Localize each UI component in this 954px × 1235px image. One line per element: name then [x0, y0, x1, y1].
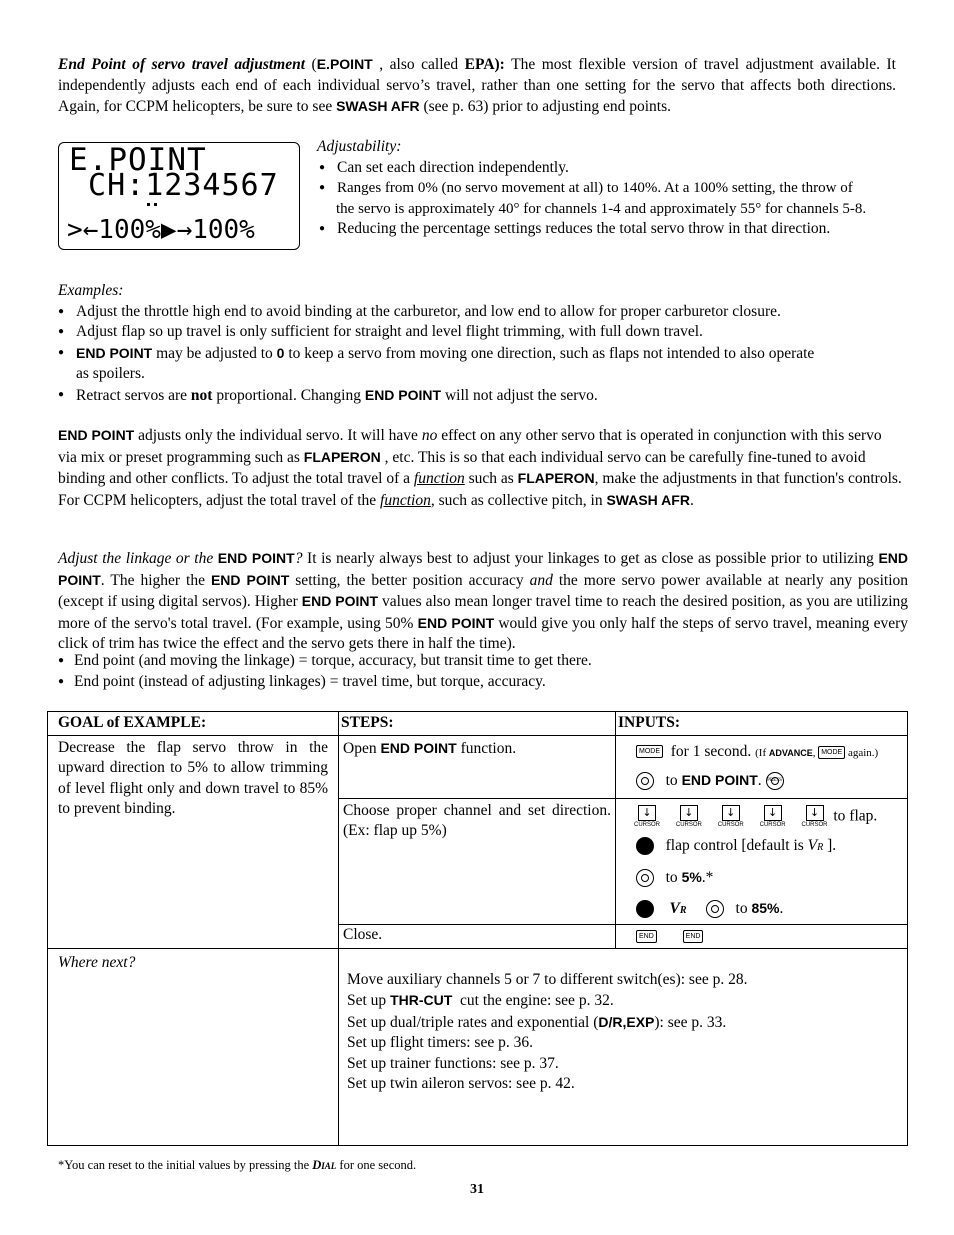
- lcd-cursor-marker: [147, 203, 157, 210]
- cursor-label: CURSOR: [675, 821, 702, 828]
- text: . The higher the: [100, 571, 211, 589]
- text: , etc. This is so that each individual servo can be carefully fine-tuned to avoid binding and other conflicts. To adjust the total travel of a: [58, 448, 866, 487]
- flaperon-code: FLAPERON: [517, 470, 595, 486]
- header-goal: GOAL of EXAMPLE:: [58, 714, 207, 731]
- input-row-85: [632, 898, 907, 924]
- goal-text: Decrease the flap servo throw in the upward direction to 5% to allow trimming of level flight only and down travel to 85% to prevent binding.: [58, 738, 328, 817]
- dial-icon: [706, 900, 724, 918]
- end-key-icon: END: [683, 930, 704, 943]
- input-small: (If: [755, 746, 769, 759]
- mode-key-icon: MODE: [818, 746, 845, 759]
- intro-title: End Point of servo travel adjustment: [58, 56, 306, 73]
- intro-paren: (: [305, 56, 317, 73]
- next-item: [347, 990, 899, 1012]
- text: proportional. Changing: [212, 386, 365, 404]
- no-emphasis: no: [421, 427, 438, 444]
- question-mark: ?: [294, 550, 303, 567]
- cursor-down-icon: [758, 805, 788, 829]
- end-point-code: END POINT: [217, 550, 295, 566]
- next-item: Set up trainer functions: see p. 37.: [347, 1054, 559, 1072]
- text: , make the adjustments in that function's controls. For CCPM helicopters, adjust the total travel of the: [58, 470, 902, 509]
- end-point-code: END POINT: [380, 739, 457, 756]
- input-row-flap: [632, 836, 907, 867]
- text: to keep a servo from moving one direction, such as flaps not intended to also operate: [284, 344, 815, 362]
- input-small: again.): [845, 746, 879, 759]
- cursor-down-icon: [716, 805, 746, 829]
- input-row-dial: [636, 770, 907, 798]
- intro-text2: (see p. 63) prior to adjusting end points.: [419, 98, 671, 115]
- lcd-display: [58, 142, 300, 250]
- text: such as: [464, 470, 518, 487]
- cursor-label: CURSOR: [717, 821, 744, 828]
- epoint-code: E.POINT: [316, 56, 373, 72]
- value-85-percent: 85%: [751, 899, 780, 916]
- dial-icon: [636, 869, 654, 887]
- press-dial-icon: [766, 772, 784, 790]
- examples-section: [58, 281, 908, 406]
- epa-label: EPA):: [464, 56, 505, 73]
- dr-exp-code: D/R,EXP: [598, 1013, 655, 1030]
- input-text: .*: [701, 868, 714, 886]
- not-emphasis: not: [190, 386, 213, 404]
- example-table: [47, 711, 908, 1146]
- cursor-down-icon: [674, 805, 704, 829]
- text: , such as collective pitch, in: [430, 491, 607, 509]
- cursor-arrow: ↓: [806, 805, 824, 821]
- adjust-bullet: ● Reducing the percentage settings reduces the total servo throw in that direction.: [319, 219, 927, 240]
- input-text: to: [665, 868, 682, 886]
- end-point-code: END POINT: [210, 571, 290, 588]
- input-row-5: [632, 867, 907, 898]
- where-next-label: Where next?: [58, 953, 136, 971]
- cursor-label: CURSOR: [801, 821, 828, 828]
- vr-label-sub: R: [679, 904, 687, 916]
- cursor-down-icon: [632, 805, 662, 829]
- value-5-percent: 5%: [681, 868, 702, 885]
- dial-word-rest: IAL: [321, 1161, 337, 1171]
- advance-code: ADVANCE: [768, 747, 813, 758]
- header-steps: STEPS:: [341, 714, 394, 731]
- text: may be adjusted to: [152, 344, 277, 362]
- cursor-label: CURSOR: [633, 821, 660, 828]
- linkage-lead: Adjust the linkage or the: [58, 550, 218, 567]
- adjust-bullet-cont: the servo is approximately 40° for channels 1-4 and approximately 55° for channels 5-8.: [336, 200, 867, 217]
- lcd-line-3: >←100%▶→100%: [67, 215, 255, 245]
- text: cut the engine: see p. 32.: [460, 992, 614, 1009]
- adjustability-heading: Adjustability:: [317, 138, 402, 155]
- cursor-arrow: ↓: [764, 805, 782, 821]
- input-text: .: [779, 899, 784, 917]
- function-link: function: [413, 470, 465, 487]
- text: Retract servos are: [76, 386, 191, 404]
- adjustability-section: [317, 137, 927, 240]
- thr-cut-code: THR-CUT: [390, 992, 453, 1008]
- input-row-cursor: [632, 805, 907, 836]
- step-text: function.: [456, 739, 517, 757]
- paragraph-endpoint-individual: [58, 425, 904, 511]
- example-bullet: [58, 385, 908, 407]
- mode-key-icon: MODE: [636, 745, 663, 758]
- text: would give you only half the steps of servo travel, meaning every click of trim has twice the effect and the servo gets there in half the time).: [58, 614, 908, 652]
- text: Set up dual/triple rates and exponential (: [347, 1013, 599, 1031]
- end-key-icon: END: [636, 930, 657, 943]
- example-bullet-cont: as spoilers.: [76, 365, 145, 382]
- linkage-bullet: ● End point (and moving the linkage) = torque, accuracy, but transit time to get there.: [58, 651, 908, 672]
- cursor-label: CURSOR: [759, 821, 786, 828]
- end-point-code: END POINT: [76, 344, 153, 361]
- text: effect on any other servo that is operated in conjunction with this servo via mix or preset programming such as: [58, 427, 882, 466]
- step-text: Open: [343, 739, 381, 757]
- vr-label: V: [807, 836, 818, 854]
- text: .: [689, 491, 694, 509]
- zero-value: 0: [276, 344, 285, 361]
- cursor-down-icon: [800, 805, 830, 829]
- swash-afr-code: SWASH AFR: [336, 98, 420, 114]
- and-emphasis: and: [529, 571, 553, 589]
- footnote-text: for one second.: [336, 1158, 417, 1172]
- example-bullet: [58, 343, 908, 365]
- text: ): see p. 33.: [654, 1013, 727, 1031]
- text: the more servo power available at nearly any position (except if using digital servos). Higher: [58, 571, 909, 610]
- lcd-line-1: E.POINT: [69, 142, 207, 178]
- function-link: function: [380, 491, 431, 509]
- adjust-bullet: ● Ranges from 0% (no servo movement at all) to 140%. At a 100% setting, the throw of: [319, 178, 927, 199]
- input-text: ].: [823, 836, 837, 854]
- end-point-code: END POINT: [301, 593, 379, 609]
- input-text: .: [757, 771, 762, 789]
- control-knob-icon: [636, 900, 654, 918]
- text: Set up: [347, 992, 391, 1009]
- end-point-code: END POINT: [364, 386, 442, 403]
- lcd-line-2: CH:1234567: [69, 168, 279, 203]
- footnote: [58, 1155, 416, 1177]
- input-small: ,: [812, 746, 816, 759]
- input-text: for 1 second.: [670, 742, 752, 760]
- linkage-bullets: [58, 651, 908, 692]
- next-item: Move auxiliary channels 5 or 7 to different switch(es): see p. 28.: [347, 970, 748, 988]
- example-bullet: ● Adjust flap so up travel is only sufficient for straight and level flight trimming, with full down travel.: [58, 322, 908, 343]
- input-text: to: [665, 771, 682, 789]
- cursor-arrow: ↓: [722, 805, 740, 821]
- example-bullet: ● Adjust the throttle high end to avoid binding at the carburetor, and low end to allow for proper carburetor closure.: [58, 302, 908, 323]
- input-text: to flap.: [833, 807, 878, 825]
- header-inputs: INPUTS:: [618, 714, 681, 731]
- press-label: PRESS: [767, 777, 782, 783]
- end-point-code: END POINT: [58, 550, 908, 588]
- step-close: Close.: [343, 925, 383, 943]
- control-knob-icon: [636, 837, 654, 855]
- flaperon-code: FLAPERON: [303, 448, 381, 465]
- end-point-code: END POINT: [58, 427, 135, 443]
- input-text: to: [735, 899, 752, 917]
- text: values also mean longer travel time to reach the desired position, as you are utilizing more of the servo's total travel. (For example, using 50%: [58, 593, 909, 632]
- intro-also: , also called: [372, 56, 465, 73]
- paragraph-linkage: [58, 548, 908, 655]
- step-choose-channel: Choose proper channel and set direction. (Ex: flap up 5%): [343, 801, 611, 839]
- end-point-code: END POINT: [681, 771, 758, 788]
- examples-heading: Examples:: [58, 282, 124, 299]
- cursor-arrow: ↓: [638, 805, 656, 821]
- text: It is nearly always best to adjust your linkages to get as close as possible prior to utilizing: [302, 550, 879, 567]
- input-text: flap control [default is: [665, 836, 808, 854]
- swash-afr-code: SWASH AFR: [606, 491, 690, 508]
- intro-text1: The most flexible version of travel adjustment available. It independently adjusts each end of each individual servo’s travel, rather than one setting for the servo that affects both directions. Again, for CCPM helicopters, be sure to see: [58, 56, 896, 115]
- next-item: Set up flight timers: see p. 36.: [347, 1034, 533, 1051]
- end-point-code: END POINT: [417, 614, 495, 631]
- next-item: Set up twin aileron servos: see p. 42.: [347, 1075, 575, 1092]
- text: will not adjust the servo.: [441, 386, 598, 404]
- footnote-text: *You can reset to the initial values by pressing the: [58, 1158, 313, 1172]
- vr-label-sub: R: [817, 841, 824, 853]
- text: adjusts only the individual servo. It will have: [134, 427, 422, 444]
- page-number: 31: [470, 1182, 484, 1197]
- next-item: [347, 1012, 899, 1034]
- dial-icon: [636, 772, 654, 790]
- text: setting, the better position accuracy: [289, 571, 530, 589]
- cursor-arrow: ↓: [680, 805, 698, 821]
- adjust-bullet: ● Can set each direction independently.: [319, 158, 927, 179]
- input-row-mode: [636, 742, 907, 770]
- vr-label: V: [669, 899, 680, 917]
- intro-paragraph: [58, 54, 896, 118]
- linkage-bullet: ● End point (instead of adjusting linkages) = travel time, but torque, accuracy.: [58, 672, 908, 693]
- dial-word: D: [312, 1158, 322, 1172]
